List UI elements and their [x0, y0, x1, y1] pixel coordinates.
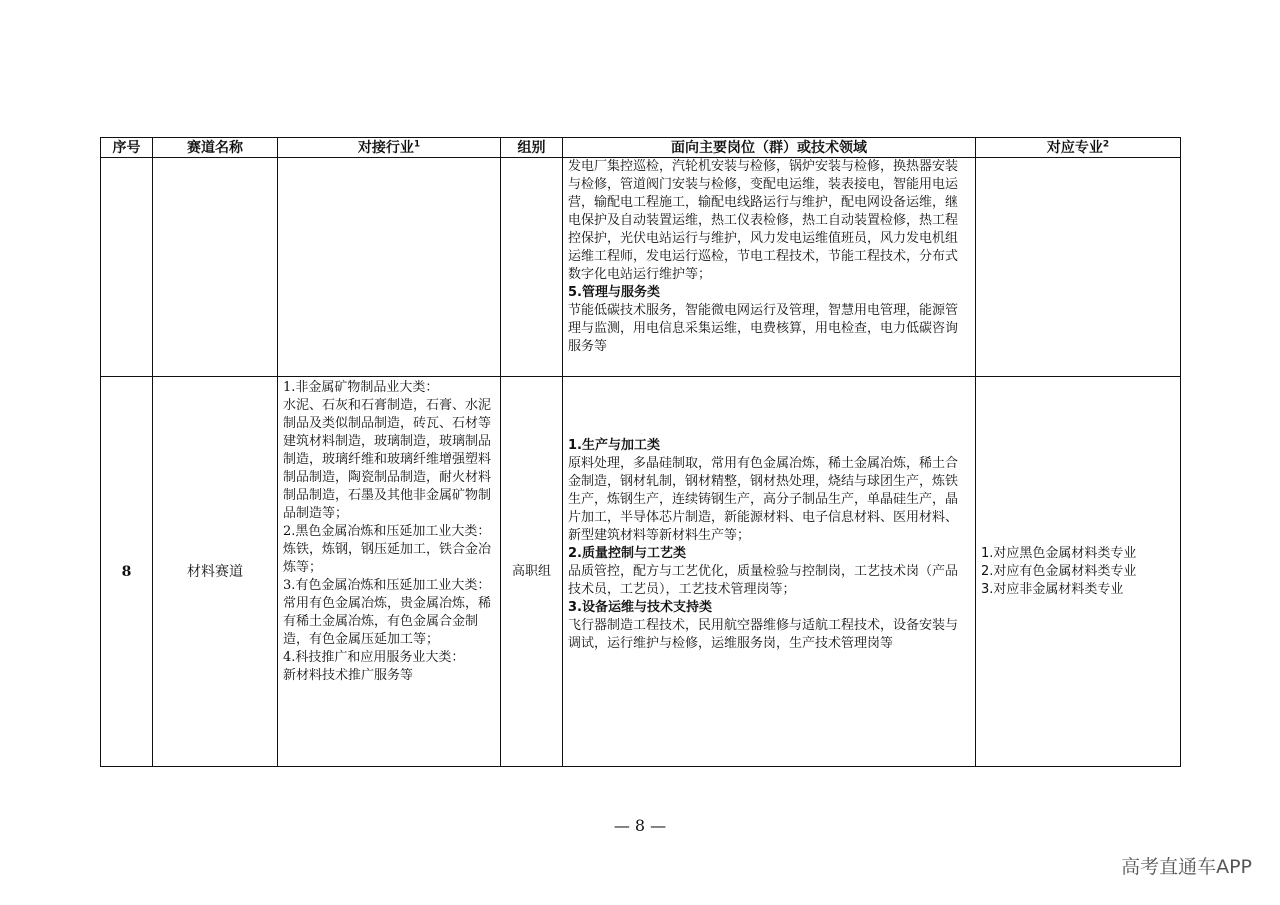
table-header-row	[101, 138, 1181, 158]
industry-2-head: 2.黑色金属冶炼和压延加工业大类：	[283, 524, 491, 539]
table-row-8	[101, 377, 1181, 767]
major-item-3: 3.对应非金属材料类专业	[981, 581, 1124, 597]
industry-4-head: 4.科技推广和应用服务业大类：	[283, 650, 465, 665]
industry-3-body: 常用有色金属冶炼，贵金属冶炼，稀有稀土金属冶炼，有色金属合金制造，有色金属压延加工等；	[283, 596, 492, 647]
header-industry-footnote: 1	[413, 138, 421, 149]
positions-1-body: 原料处理，多晶硅制取，常用有色金属冶炼，稀土金属冶炼，稀土合金制造，钢材轧制，钢材精整，钢材热处理，烧结与球团生产，炼铁生产，炼钢生产，连续铸钢生产，高分子制品生产，单晶硅生产，晶片加工，半导体芯片制造，新能源材料、电子信息材料、医用材料、新型建筑材料等新材料生产等；	[568, 455, 959, 543]
positions-2-head: 2.质量控制与工艺类	[568, 545, 686, 561]
header-major-label: 对应专业	[1046, 139, 1103, 156]
cell-num: 8	[101, 377, 153, 767]
cell-track-empty	[153, 158, 278, 377]
cell-major	[976, 377, 1181, 767]
header-group: 组别	[501, 138, 563, 158]
positions-1-head: 1.生产与加工类	[568, 437, 660, 453]
header-industry	[278, 138, 501, 158]
industry-1-body: 水泥、石灰和石膏制造，石膏、水泥制品及类似制品制造，砖瓦、石材等建筑材料制造，玻璃制造，玻璃制品制造，玻璃纤维和玻璃纤维增强塑料制品制造，陶瓷制品制造，耐火材料制品制造，石墨及其他非金属矿物制品制造等；	[283, 398, 492, 521]
industry-2-body: 炼铁，炼钢，钢压延加工，铁合金冶炼等；	[283, 542, 492, 575]
positions-continued-text: 发电厂集控巡检，汽轮机安装与检修，锅炉安装与检修，换热器安装与检修，管道阀门安装与检修，变配电运维，装表接电，智能用电运营，输配电工程施工，输配电线路运行与维护，配电网设备运维，继电保护及自动装置运维，热工仪表检修，热工自动装置检修，热工程控保护，光伏电站运行与维护，风力发电运维值班员，风力发电机组运维工程师，发电运行巡检，节电工程技术，节能工程技术，分布式数字化电站运行维护等；	[568, 159, 959, 282]
header-industry-label: 对接行业	[357, 139, 414, 156]
header-major	[976, 138, 1181, 158]
header-num: 序号	[101, 138, 153, 158]
cell-industry-empty	[278, 158, 501, 377]
positions-2-body: 品质管控，配方与工艺优化，质量检验与控制岗，工艺技术岗（产品技术员，工艺员），工艺技术管理岗等；	[568, 563, 959, 597]
cell-industry	[278, 377, 501, 767]
page-number: — 8 —	[613, 816, 667, 835]
cell-major-empty	[976, 158, 1181, 377]
header-positions: 面向主要岗位（群）或技术领域	[563, 138, 976, 158]
header-track: 赛道名称	[153, 138, 278, 158]
cell-positions	[563, 377, 976, 767]
cell-group: 高职组	[501, 377, 563, 767]
competition-track-table	[100, 137, 1181, 767]
industry-1-head: 1.非金属矿物制品业大类：	[283, 380, 439, 395]
positions-heading-5: 5.管理与服务类	[568, 285, 660, 300]
cell-num-empty	[101, 158, 153, 377]
table-row-continuation	[101, 158, 1181, 377]
header-major-footnote: 2	[1102, 138, 1110, 149]
positions-3-head: 3.设备运维与技术支持类	[568, 599, 712, 615]
cell-group-empty	[501, 158, 563, 377]
positions-3-body: 飞行器制造工程技术，民用航空器维修与适航工程技术，设备安装与调试，运行维护与检修，运维服务岗，生产技术管理岗等	[568, 617, 959, 651]
industry-3-head: 3.有色金属冶炼和压延加工业大类：	[283, 578, 491, 593]
cell-positions-continuation	[563, 158, 976, 377]
positions-text-5: 节能低碳技术服务，智能微电网运行及管理，智慧用电管理，能源管理与监测，用电信息采集运维，电费核算，用电检查，电力低碳咨询服务等	[568, 303, 959, 354]
major-item-2: 2.对应有色金属材料类专业	[981, 563, 1137, 579]
watermark-text: 高考直通车APP	[1121, 856, 1252, 878]
industry-4-body: 新材料技术推广服务等	[283, 668, 414, 683]
positions-bottom-spacer	[568, 653, 970, 707]
cell-track-name: 材料赛道	[153, 377, 278, 767]
major-item-1: 1.对应黑色金属材料类专业	[981, 545, 1137, 561]
